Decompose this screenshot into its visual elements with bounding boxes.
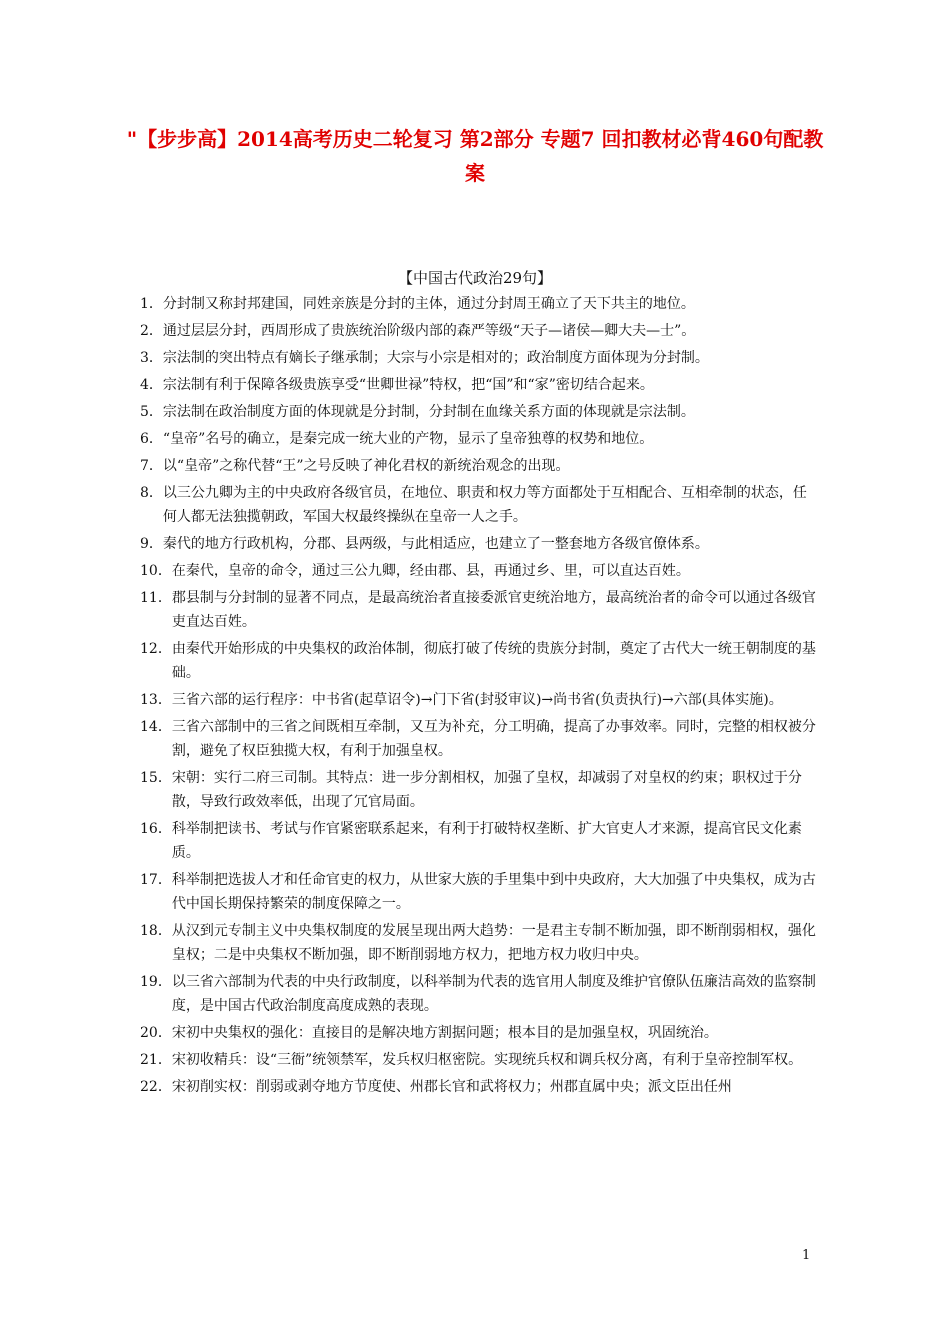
list-item xyxy=(140,715,820,763)
item-text: 宋朝：实行二府三司制。其特点：进一步分割相权，加强了皇权，却减弱了对皇权的约束；职权过于分散，导致行政效率低，出现了冗官局面。 xyxy=(171,770,802,810)
item-number: 4． xyxy=(140,377,163,393)
list-item xyxy=(140,688,820,712)
item-number: 2． xyxy=(140,323,163,339)
sentence-list xyxy=(140,292,820,1102)
item-text: 在秦代，皇帝的命令，通过三公九卿，经由郡、县，再通过乡、里，可以直达百姓。 xyxy=(171,563,690,579)
item-text: 郡县制与分封制的显著不同点，是最高统治者直接委派官吏统治地方，最高统治者的命令可以通过各级官吏直达百姓。 xyxy=(171,590,816,630)
list-item xyxy=(140,481,820,529)
item-number: 20． xyxy=(140,1025,172,1041)
item-text: 宋初削实权：削弱或剥夺地方节度使、州郡长官和武将权力；州郡直属中央；派文臣出任州 xyxy=(171,1079,732,1095)
item-text: 宗法制在政治制度方面的体现就是分封制，分封制在血缘关系方面的体现就是宗法制。 xyxy=(162,404,695,420)
list-item xyxy=(140,970,820,1018)
page-number: 1 xyxy=(802,1248,811,1263)
item-number: 16． xyxy=(140,821,172,837)
item-text: 科举制把读书、考试与作官紧密联系起来，有利于打破特权垄断、扩大官吏人才来源，提高官民文化素质。 xyxy=(171,821,802,861)
list-item xyxy=(140,817,820,865)
item-number: 8． xyxy=(140,485,163,501)
item-text: 从汉到元专制主义中央集权制度的发展呈现出两大趋势：一是君主专制不断加强，即不断削弱相权，强化皇权；二是中央集权不断加强，即不断削弱地方权力，把地方权力收归中央。 xyxy=(171,923,816,963)
item-text: 宗法制有利于保障各级贵族享受“世卿世禄”特权，把“国”和“家”密切结合起来。 xyxy=(162,377,654,393)
item-text: 科举制把选拔人才和任命官吏的权力，从世家大族的手里集中到中央政府，大大加强了中央集权，成为古代中国长期保持繁荣的制度保障之一。 xyxy=(171,872,816,912)
item-number: 22． xyxy=(140,1079,172,1095)
list-item xyxy=(140,346,820,370)
list-item xyxy=(140,868,820,916)
item-number: 21． xyxy=(140,1052,172,1068)
list-item xyxy=(140,292,820,316)
item-number: 19． xyxy=(140,974,172,990)
list-item xyxy=(140,454,820,478)
list-item xyxy=(140,427,820,451)
list-item xyxy=(140,559,820,583)
item-text: 宗法制的突出特点有嫡长子继承制；大宗与小宗是相对的；政治制度方面体现为分封制。 xyxy=(162,350,709,366)
item-text: 秦代的地方行政机构，分郡、县两级，与此相适应，也建立了一整套地方各级官僚体系。 xyxy=(162,536,709,552)
item-number: 11． xyxy=(140,590,172,606)
item-text: 以三公九卿为主的中央政府各级官员，在地位、职责和权力等方面都处于互相配合、互相牵制的状态，任何人都无法独揽朝政，军国大权最终操纵在皇帝一人之手。 xyxy=(162,485,807,525)
list-item xyxy=(140,1075,820,1099)
list-item xyxy=(140,319,820,343)
item-text: 宋初中央集权的强化：直接目的是解决地方割据问题；根本目的是加强皇权，巩固统治。 xyxy=(171,1025,718,1041)
item-number: 1． xyxy=(140,296,163,312)
item-text: 由秦代开始形成的中央集权的政治体制，彻底打破了传统的贵族分封制，奠定了古代大一统王朝制度的基础。 xyxy=(171,641,816,681)
list-item xyxy=(140,766,820,814)
item-number: 14． xyxy=(140,719,172,735)
list-item xyxy=(140,373,820,397)
item-text: 以三省六部制为代表的中央行政制度，以科举制为代表的选官用人制度及维护官僚队伍廉洁高效的监察制度，是中国古代政治制度高度成熟的表现。 xyxy=(171,974,816,1014)
item-text: 以“皇帝”之称代替“王”之号反映了神化君权的新统治观念的出现。 xyxy=(162,458,570,474)
list-item xyxy=(140,637,820,685)
item-number: 18． xyxy=(140,923,172,939)
item-text: 分封制又称封邦建国，同姓亲族是分封的主体，通过分封周王确立了天下共主的地位。 xyxy=(162,296,695,312)
item-number: 6． xyxy=(140,431,163,447)
list-item xyxy=(140,400,820,424)
section-title: 【中国古代政治29句】 xyxy=(397,269,553,287)
item-number: 15． xyxy=(140,770,172,786)
list-item xyxy=(140,1021,820,1045)
item-number: 10． xyxy=(140,563,172,579)
item-number: 7． xyxy=(140,458,163,474)
item-text: 通过层层分封，西周形成了贵族统治阶级内部的森严等级“天子—诸侯—卿大夫—士”。 xyxy=(162,323,696,339)
list-item xyxy=(140,586,820,634)
item-number: 13． xyxy=(140,692,172,708)
item-number: 17． xyxy=(140,872,172,888)
item-text: 三省六部的运行程序：中书省(起草诏令)→门下省(封驳审议)→尚书省(负责执行)→六部(具体实施)。 xyxy=(171,692,783,708)
item-number: 3． xyxy=(140,350,163,366)
item-number: 5． xyxy=(140,404,163,420)
item-text: “皇帝”名号的确立，是秦完成一统大业的产物，显示了皇帝独尊的权势和地位。 xyxy=(162,431,654,447)
list-item xyxy=(140,532,820,556)
list-item xyxy=(140,1048,820,1072)
item-text: 宋初收精兵：设“三衙”统领禁军，发兵权归枢密院。实现统兵权和调兵权分离，有利于皇帝控制军权。 xyxy=(171,1052,803,1068)
item-number: 12． xyxy=(140,641,172,657)
document-title: "【步步高】2014高考历史二轮复习 第2部分 专题7 回扣教材必背460句配教案 xyxy=(126,127,824,185)
item-number: 9． xyxy=(140,536,163,552)
item-text: 三省六部制中的三省之间既相互牵制，又互为补充，分工明确，提高了办事效率。同时，完整的相权被分割，避免了权臣独揽大权，有利于加强皇权。 xyxy=(171,719,816,759)
list-item xyxy=(140,919,820,967)
